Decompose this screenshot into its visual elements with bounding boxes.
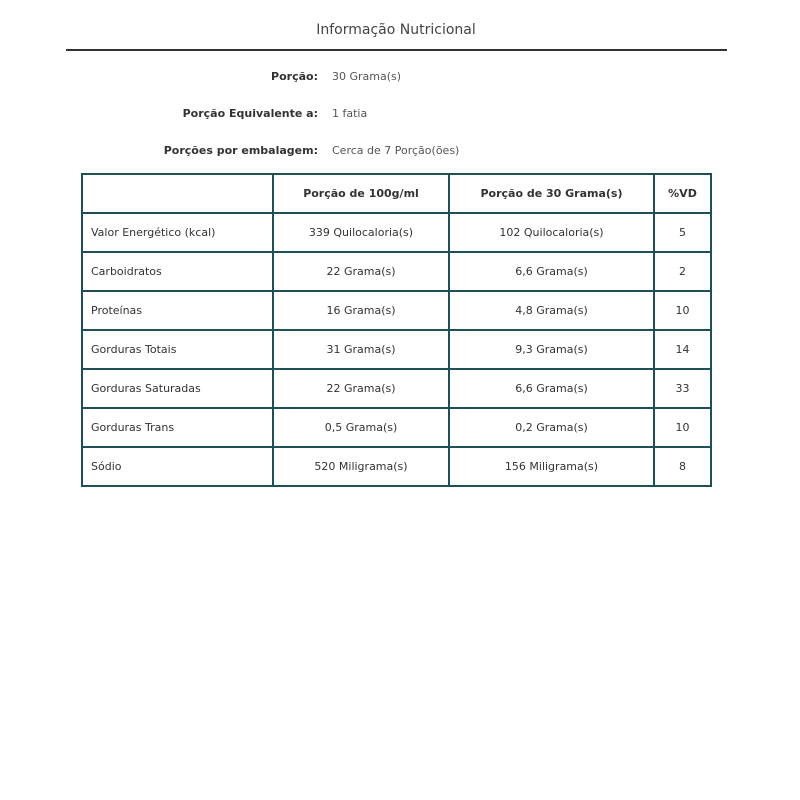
table-cell: 0,2 Grama(s) — [449, 408, 654, 447]
table-cell: 10 — [654, 291, 711, 330]
page-title: Informação Nutricional — [316, 22, 476, 38]
info-value: 1 fatia — [332, 107, 368, 120]
column-header: Porção de 100g/ml — [273, 174, 449, 213]
column-header: %VD — [654, 174, 711, 213]
table-cell: Valor Energético (kcal) — [82, 213, 273, 252]
table-cell: 6,6 Grama(s) — [449, 252, 654, 291]
table-cell: 10 — [654, 408, 711, 447]
info-label: Porção Equivalente a: — [182, 107, 318, 120]
table-row — [82, 291, 711, 330]
table-cell: 2 — [654, 252, 711, 291]
table-row — [82, 369, 711, 408]
table-row — [82, 213, 711, 252]
table-cell: 16 Grama(s) — [273, 291, 449, 330]
table-cell: Carboidratos — [82, 252, 273, 291]
table-cell: Gorduras Saturadas — [82, 369, 273, 408]
table-header-row — [82, 174, 711, 213]
table-row — [82, 330, 711, 369]
table-cell: Gorduras Totais — [82, 330, 273, 369]
info-label: Porção: — [271, 70, 318, 83]
table-cell: 102 Quilocaloria(s) — [449, 213, 654, 252]
table-cell: 22 Grama(s) — [273, 252, 449, 291]
table-cell: Gorduras Trans — [82, 408, 273, 447]
table-cell: 33 — [654, 369, 711, 408]
table-cell: Proteínas — [82, 291, 273, 330]
table-cell: 14 — [654, 330, 711, 369]
column-header: Porção de 30 Grama(s) — [449, 174, 654, 213]
column-header — [82, 174, 273, 213]
table-cell: 156 Miligrama(s) — [449, 447, 654, 486]
table-row — [82, 447, 711, 486]
table-cell: 4,8 Grama(s) — [449, 291, 654, 330]
table-cell: 0,5 Grama(s) — [273, 408, 449, 447]
table-cell: 6,6 Grama(s) — [449, 369, 654, 408]
table-row — [82, 408, 711, 447]
info-value: 30 Grama(s) — [332, 70, 402, 83]
table-cell: 5 — [654, 213, 711, 252]
table-cell: 31 Grama(s) — [273, 330, 449, 369]
table-cell: 520 Miligrama(s) — [273, 447, 449, 486]
table-cell: 9,3 Grama(s) — [449, 330, 654, 369]
divider — [66, 49, 727, 51]
info-value: Cerca de 7 Porção(ões) — [332, 144, 460, 157]
table-cell: 339 Quilocaloria(s) — [273, 213, 449, 252]
table-cell: 22 Grama(s) — [273, 369, 449, 408]
info-label: Porções por embalagem: — [163, 144, 318, 157]
table-cell: Sódio — [82, 447, 273, 486]
table-row — [82, 252, 711, 291]
table-cell: 8 — [654, 447, 711, 486]
nutrition-table — [81, 173, 712, 487]
